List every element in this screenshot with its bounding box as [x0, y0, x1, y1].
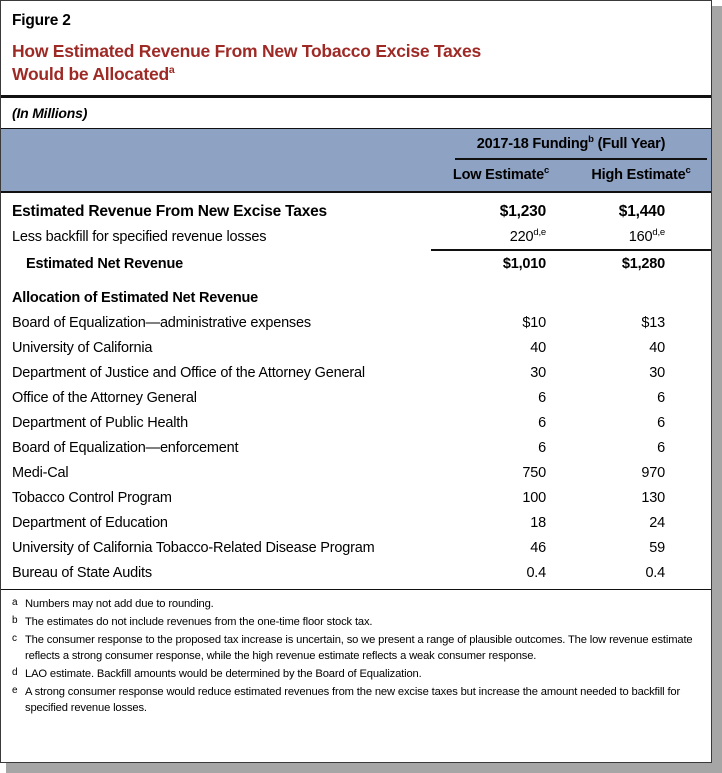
allocation-row-high-value: 6: [657, 389, 665, 406]
backfill-high: [571, 224, 711, 249]
gross-revenue-high: $1,440: [618, 202, 665, 220]
net-revenue-high: $1,280: [621, 255, 665, 272]
table-row: [1, 560, 711, 585]
allocation-row-low-value: 0.4: [526, 564, 546, 581]
allocation-row-label: Department of Education: [12, 514, 168, 531]
allocation-row-label: Medi-Cal: [12, 464, 69, 481]
allocation-row-high-value: 30: [649, 364, 665, 381]
allocation-row-low-value: 6: [538, 439, 546, 456]
allocation-row-label: Department of Public Health: [12, 414, 188, 431]
allocation-row-low-value: 30: [530, 364, 546, 381]
header-low-estimate-label: [431, 160, 571, 191]
table-row-allocation-heading: [1, 285, 711, 310]
allocation-row-high-value: $13: [641, 314, 665, 331]
table-row: [1, 535, 711, 560]
allocation-row-low-value: $10: [522, 314, 546, 331]
allocation-row-label: University of California Tobacco-Related Disease Program: [12, 539, 375, 556]
allocation-row-low-value: 100: [522, 489, 546, 506]
footnote-text: LAO estimate. Backfill amounts would be determined by the Board of Equalization.: [25, 667, 422, 680]
header-high-estimate-text: High Estimate: [591, 167, 686, 184]
header-low-estimate-cell: [431, 160, 571, 191]
table-row: [1, 310, 711, 335]
net-revenue-label: Estimated Net Revenue: [26, 255, 183, 272]
allocation-row-label: University of California: [12, 339, 153, 356]
header-funding-suffix: (Full Year): [593, 136, 666, 153]
table-row: [1, 360, 711, 385]
allocation-row-label: Bureau of State Audits: [12, 564, 152, 581]
table-row-gross-revenue: [1, 199, 711, 224]
footnote-text: Numbers may not add due to rounding.: [25, 598, 214, 611]
allocation-row-high-value: 0.4: [645, 564, 665, 581]
allocation-row-high-value: 24: [649, 514, 665, 531]
table-row: [1, 460, 711, 485]
allocation-row-high-value: 40: [649, 339, 665, 356]
allocation-rows-body: [1, 310, 711, 585]
header-low-estimate-text: Low Estimate: [452, 167, 544, 184]
allocation-row-low-value: 750: [522, 464, 546, 481]
allocation-row-label: Tobacco Control Program: [12, 489, 172, 506]
footnote-marker: b: [12, 615, 18, 627]
figure-title: [12, 31, 700, 96]
allocation-row-low-value: 46: [530, 539, 546, 556]
header-funding-text: 2017-18 Funding: [476, 136, 589, 153]
figure-title-line-1: How Estimated Revenue From New Tobacco Excise Taxes: [12, 40, 481, 61]
footnote-text: The estimates do not include revenues from the one-time floor stock tax.: [25, 616, 373, 629]
gross-revenue-label: Estimated Revenue From New Excise Taxes: [12, 202, 327, 220]
header-high-estimate-label: [571, 160, 711, 191]
table-row-backfill: [1, 224, 711, 249]
backfill-high-footnote-marker: d,e: [652, 226, 665, 238]
header-blank-cell: [1, 129, 431, 160]
footnote-item: [12, 685, 700, 717]
allocation-row-high-value: 130: [641, 489, 665, 506]
table-row-net-revenue: [1, 251, 711, 276]
footnote-marker: e: [12, 684, 18, 696]
header-low-estimate-footnote-marker: c: [543, 165, 550, 177]
backfill-high-value: 160: [628, 228, 653, 245]
table-header-span-row: [1, 129, 711, 160]
backfill-low-footnote-marker: d,e: [533, 226, 546, 238]
allocation-row-high-value: 970: [641, 464, 665, 481]
backfill-low: [431, 224, 571, 249]
figure-title-block: [1, 1, 711, 95]
table-row: [1, 435, 711, 460]
footnote-item: [12, 597, 700, 613]
footnote-item: [12, 667, 700, 683]
header-funding-span-cell: [431, 129, 711, 160]
gross-revenue-low: $1,230: [499, 202, 546, 220]
table-row: [1, 485, 711, 510]
header-funding-span-label: [431, 129, 711, 158]
header-funding-footnote-marker: b: [588, 134, 594, 146]
allocation-row-high-value: 6: [657, 414, 665, 431]
allocation-row-low-value: 18: [530, 514, 546, 531]
table-row: [1, 385, 711, 410]
allocation-row-low-value: 6: [538, 414, 546, 431]
table-header-subcol-row: [1, 160, 711, 191]
footnotes-block: [1, 590, 711, 716]
figure-title-footnote-marker: a: [168, 64, 175, 77]
footnote-marker: d: [12, 666, 18, 678]
allocation-heading-label: Allocation of Estimated Net Revenue: [12, 289, 258, 306]
allocation-row-label: Board of Equalization—administrative expenses: [12, 314, 311, 331]
table-row: [1, 410, 711, 435]
footnote-marker: a: [12, 597, 18, 609]
allocation-row-low-value: 40: [530, 339, 546, 356]
units-label: (In Millions): [12, 105, 88, 122]
footnote-text: A strong consumer response would reduce estimated revenues from the new excise taxes but increase the amount needed to backfill for specified revenue losses.: [25, 685, 681, 714]
backfill-low-value: 220: [509, 228, 534, 245]
header-blank-cell-2: [1, 160, 431, 191]
allocation-row-label: Board of Equalization—enforcement: [12, 439, 239, 456]
allocation-row-high-value: 6: [657, 439, 665, 456]
table-row: [1, 335, 711, 360]
allocation-table: [1, 129, 711, 585]
allocation-row-label: Department of Justice and Office of the Attorney General: [12, 364, 365, 381]
figure-number: Figure 2: [12, 12, 71, 29]
footnote-marker: c: [12, 632, 17, 644]
allocation-row-low-value: 6: [538, 389, 546, 406]
footnote-item: [12, 633, 700, 665]
header-high-estimate-cell: [571, 160, 711, 191]
units-block: [1, 98, 711, 128]
footnote-text: The consumer response to the proposed tax increase is uncertain, so we present a range of plausible outcomes. The low revenue estimate reflects a strong consumer response, while the high revenue estimate reflects a weak consumer response.: [25, 633, 693, 662]
footnote-item: [12, 615, 700, 631]
figure-title-line-2: Would be Allocated: [12, 63, 169, 84]
allocation-row-label: Office of the Attorney General: [12, 389, 197, 406]
spacer-before-allocation: [1, 276, 711, 285]
backfill-label: Less backfill for specified revenue losses: [12, 228, 267, 245]
header-high-estimate-footnote-marker: c: [685, 165, 691, 177]
table-row: [1, 510, 711, 535]
allocation-row-high-value: 59: [649, 539, 665, 556]
net-revenue-low: $1,010: [502, 255, 546, 272]
